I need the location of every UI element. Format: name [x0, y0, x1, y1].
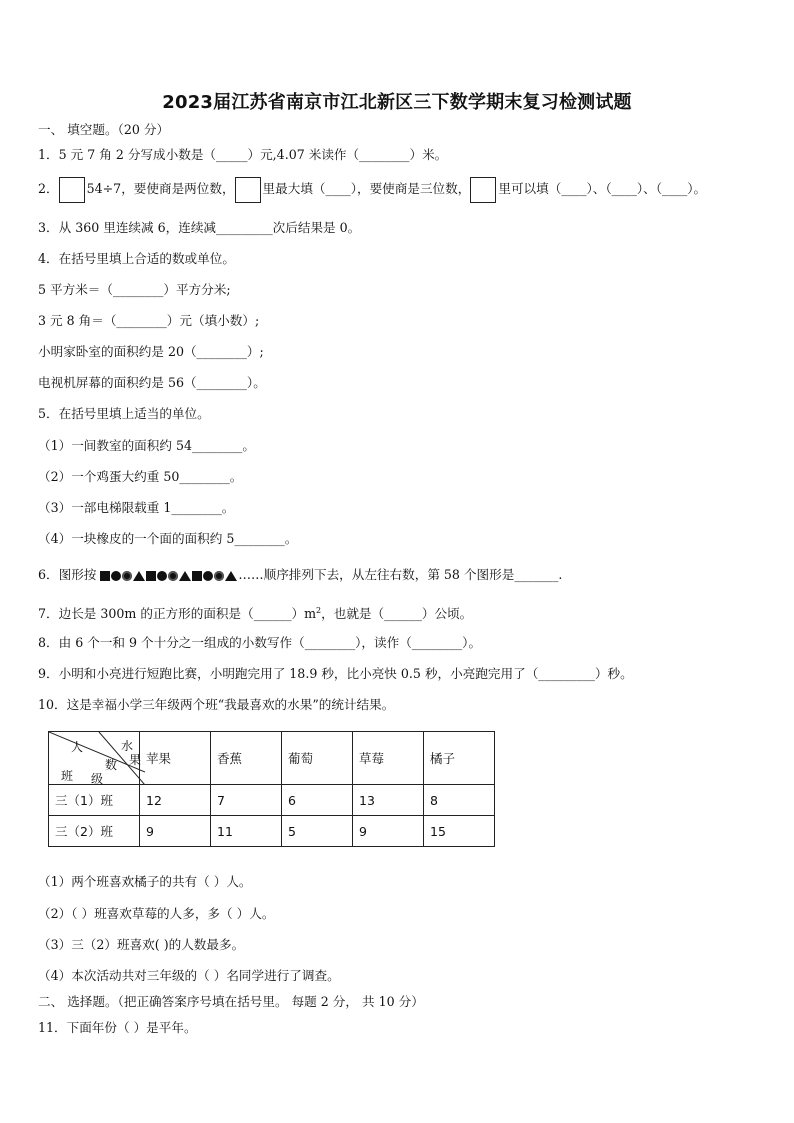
table-row: [49, 785, 495, 816]
row-label: 三（2）班: [49, 816, 140, 847]
section-2-heading: 二、 选择题。（把正确答案序号填在括号里。 每题 2 分， 共 10 分）: [38, 994, 424, 1009]
corner-label-ji: 级: [91, 772, 104, 786]
diagonal-header-cell: [49, 732, 140, 785]
corner-label-shui: 水: [121, 739, 134, 753]
question-5-d: （4）一块橡皮的一个面的面积约 5________。: [38, 531, 298, 546]
table-cell: 5: [282, 816, 353, 847]
header-strawberry: 草莓: [353, 732, 424, 785]
section-1-heading: 一、 填空题。（20 分）: [38, 122, 170, 137]
question-4: 4．在括号里填上合适的数或单位。: [38, 251, 235, 266]
question-5: 5．在括号里填上适当的单位。: [38, 406, 210, 421]
circle-shape-icon: [157, 571, 167, 581]
fruit-stats-table: [48, 731, 495, 847]
question-2: [38, 176, 706, 203]
question-2-number: 2．: [38, 181, 59, 196]
table-header-row: [49, 732, 495, 785]
corner-label-shu: 数: [105, 758, 118, 772]
question-5-c: （3）一部电梯限载重 1________。: [38, 500, 235, 515]
question-6: [38, 566, 562, 584]
header-apple: 苹果: [140, 732, 211, 785]
superscript: 2: [316, 606, 322, 615]
question-10-3: （3）三（2）班喜欢( )的人数最多。: [38, 937, 245, 952]
triangle-shape-icon: [179, 571, 191, 581]
question-2-part-3: 里可以填（____）、（____）、（____）。: [498, 181, 707, 196]
question-2-part-2: 里最大填（____），要使商是三位数，: [262, 181, 471, 196]
circle-shape-icon: [203, 571, 213, 581]
circle-shape-icon: [168, 571, 178, 581]
corner-label-guo: 果: [129, 753, 142, 767]
corner-label-ren: 人: [71, 740, 84, 754]
header-grape: 葡萄: [282, 732, 353, 785]
question-5-a: （1）一间教室的面积约 54________。: [38, 438, 255, 453]
question-7-part-b: ，也就是（______）公顷。: [321, 606, 473, 622]
corner-label-ban: 班: [61, 769, 74, 783]
question-4-c: 小明家卧室的面积约是 20（________）;: [38, 344, 264, 359]
question-10-4: （4）本次活动共对三年级的（ ）名同学进行了调查。: [38, 968, 340, 983]
circle-shape-icon: [122, 571, 132, 581]
triangle-shape-icon: [133, 571, 145, 581]
header-banana: 香蕉: [211, 732, 282, 785]
triangle-shape-icon: [225, 571, 237, 581]
question-4-b: 3 元 8 角＝（________）元（填小数）;: [38, 313, 260, 328]
question-9: 9．小明和小亮进行短跑比赛，小明跑完用了 18.9 秒，比小亮快 0.5 秒，小亮跑完用了（_________）秒。: [38, 666, 633, 681]
question-7: [38, 602, 472, 623]
table-cell: 8: [424, 785, 495, 816]
circle-shape-icon: [214, 571, 224, 581]
table-row: [49, 816, 495, 847]
question-6-suffix: ……顺序排列下去，从左往右数，第 58 个图形是_______.: [238, 567, 563, 582]
question-10-2: （2）（ ）班喜欢草莓的人多，多（ ）人。: [38, 906, 275, 921]
table-cell: 9: [353, 816, 424, 847]
header-orange: 橘子: [424, 732, 495, 785]
blank-box: [235, 177, 261, 203]
question-10-1: （1）两个班喜欢橘子的共有（ ）人。: [38, 874, 252, 889]
table-cell: 9: [140, 816, 211, 847]
table-cell: 11: [211, 816, 282, 847]
question-2-part-1: 54÷7，要使商是两位数，: [86, 181, 235, 196]
blank-box: [59, 177, 85, 203]
exam-title: 2023届江苏省南京市江北新区三下数学期末复习检测试题: [162, 92, 632, 113]
blank-box: [470, 177, 496, 203]
question-4-d: 电视机屏幕的面积约是 56（________）。: [38, 375, 266, 390]
question-7-part-a: 7．边长是 300m 的正方形的面积是（______）m: [38, 606, 317, 622]
question-10: 10．这是幸福小学三年级两个班“我最喜欢的水果”的统计结果。: [38, 697, 395, 712]
square-shape-icon: [146, 571, 156, 581]
table-cell: 12: [140, 785, 211, 816]
question-8: 8．由 6 个一和 9 个十分之一组成的小数写作（________），读作（________）。: [38, 635, 482, 650]
question-3: 3．从 360 里连续减 6，连续减_________次后结果是 0。: [38, 220, 361, 235]
table-cell: 7: [211, 785, 282, 816]
question-6-prefix: 6．图形按: [38, 567, 97, 582]
table-cell: 13: [353, 785, 424, 816]
shape-pattern: [100, 567, 238, 582]
question-11: 11．下面年份（ ）是平年。: [38, 1020, 197, 1035]
table-cell: 15: [424, 816, 495, 847]
question-1: 1．5 元 7 角 2 分写成小数是（_____）元,4.07 米读作（________）米。: [38, 147, 448, 162]
square-shape-icon: [192, 571, 202, 581]
square-shape-icon: [100, 571, 110, 581]
question-4-a: 5 平方米＝（________）平方分米;: [38, 282, 231, 297]
row-label: 三（1）班: [49, 785, 140, 816]
circle-shape-icon: [111, 571, 121, 581]
table-cell: 6: [282, 785, 353, 816]
question-5-b: （2）一个鸡蛋大约重 50________。: [38, 469, 243, 484]
